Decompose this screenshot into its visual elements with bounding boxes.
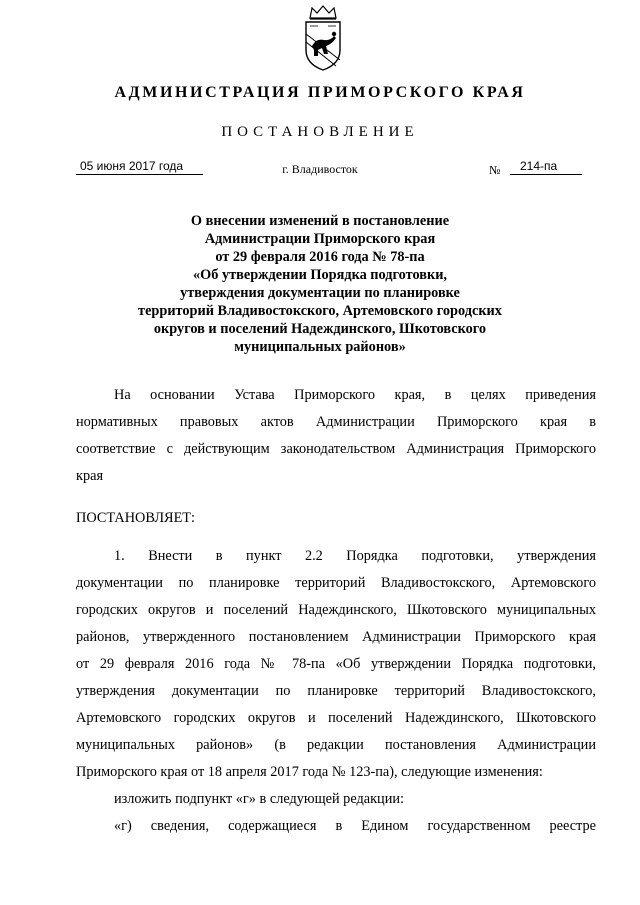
title-line: округов и поселений Надеждинского, Шкотовского — [153, 321, 487, 337]
preamble-paragraph — [76, 382, 596, 490]
item-1-line: муниципальных районов» (в редакции постановления Администрации — [76, 737, 596, 753]
subitem-g: «г) сведения, содержащиеся в Едином государственном реестре — [114, 818, 596, 834]
title-line: Администрации Приморского края — [204, 231, 436, 247]
title-line: О внесении изменений в постановление — [190, 213, 450, 229]
document-date: 05 июня 2017 года — [76, 159, 203, 175]
resolves-heading — [76, 505, 596, 532]
item-1-line: районов, утвержденного постановлением Администрации Приморского края — [76, 629, 596, 645]
title-line: «Об утверждении Порядка подготовки, — [192, 267, 448, 283]
title-line: муниципальных районов» — [234, 339, 406, 355]
administration-name: АДМИНИСТРАЦИЯ ПРИМОРСКОГО КРАЯ — [114, 84, 526, 101]
preamble-line: края — [76, 468, 104, 484]
title-line: от 29 февраля 2016 года № 78-па — [215, 249, 425, 265]
number-sign: № — [489, 163, 501, 177]
document-type: ПОСТАНОВЛЕНИЕ — [221, 124, 419, 140]
title-line: территорий Владивостокского, Артемовского городских — [138, 303, 502, 319]
coat-of-arms-icon — [296, 4, 350, 76]
item-1-line: документации по планировке территорий Владивостокского, Артемовского — [76, 575, 596, 591]
document-city: г. Владивосток — [282, 162, 358, 176]
title-line: утверждения документации по планировке — [180, 285, 460, 301]
resolves-text: ПОСТАНОВЛЯЕТ: — [76, 510, 196, 526]
item-1-line: от 29 февраля 2016 года № 78-па «Об утверждении Порядка подготовки, — [76, 656, 596, 672]
change-intro: изложить подпункт «г» в следующей редакции: — [114, 791, 404, 807]
item-1-line: Артемовского городских округов и поселений Надеждинского, Шкотовского — [76, 710, 596, 726]
item-1-line: Приморского края от 18 апреля 2017 года № 123-па), следующие изменения: — [76, 764, 543, 780]
item-1-line: утверждения документации по планировке территорий Владивостокского, — [76, 683, 596, 699]
document-number: 214-па — [510, 159, 582, 175]
item-1-paragraph — [76, 543, 596, 840]
preamble-line: На основании Устава Приморского края, в целях приведения — [114, 387, 596, 403]
item-1-line: 1. Внести в пункт 2.2 Порядка подготовки, утверждения — [114, 548, 596, 564]
item-1-line: городских округов и поселений Надеждинского, Шкотовского муниципальных — [76, 602, 596, 618]
preamble-line: соответствие с действующим законодательством Администрация Приморского — [76, 441, 596, 457]
document-title — [100, 212, 540, 356]
preamble-line: нормативных правовых актов Администрации Приморского края в — [76, 414, 596, 430]
